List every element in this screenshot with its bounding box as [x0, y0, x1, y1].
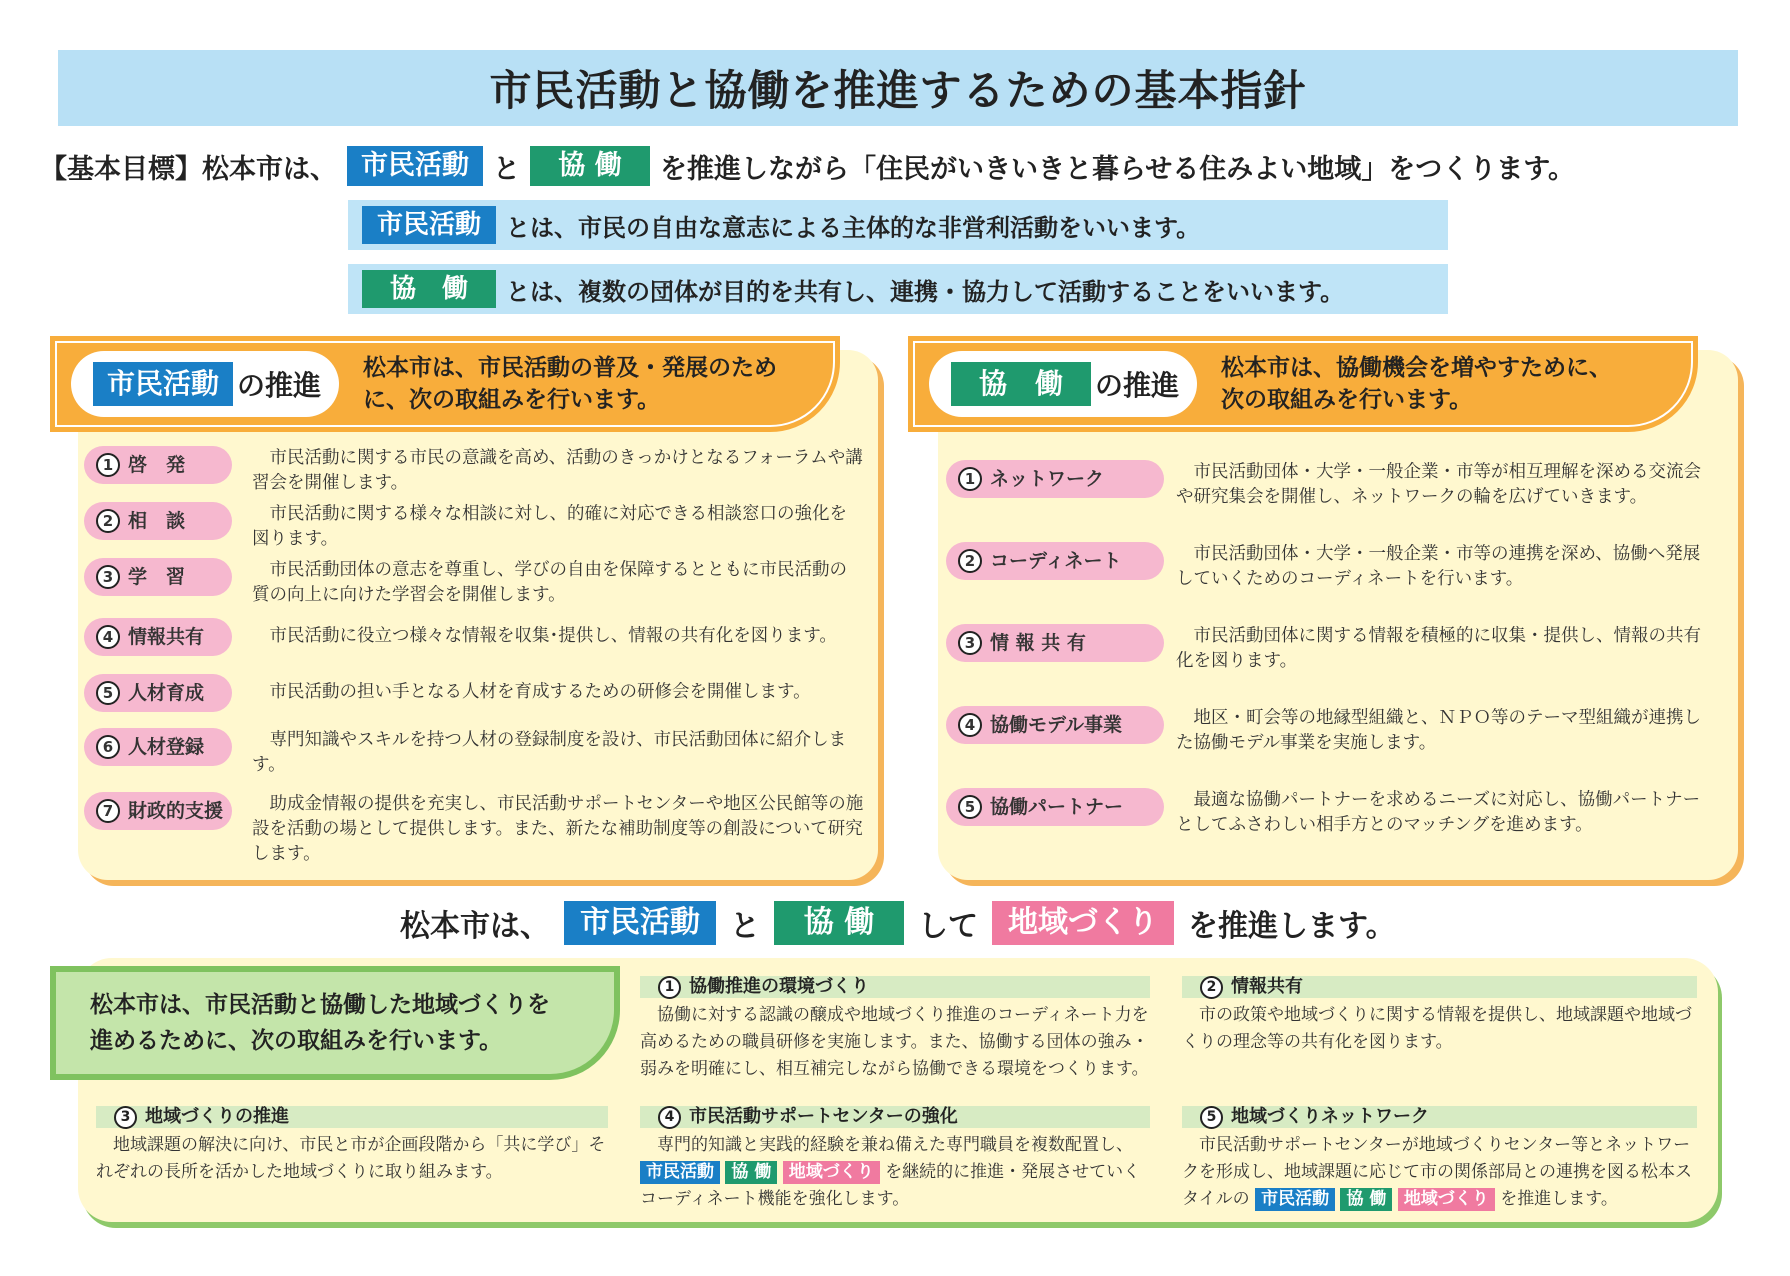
community-panel-header	[50, 966, 620, 1080]
title-banner	[58, 50, 1738, 126]
list-item: 3 学 習 市民活動団体の意志を尊重し、学びの自由を保障するとともに市民活動の質の向上に向けた学習会を開催します。	[84, 558, 864, 608]
basic-goal	[40, 142, 1760, 190]
statement-suffix: を推進します。	[1188, 909, 1396, 944]
inline-tag-community: 地域づくり	[783, 1161, 880, 1184]
heading-suffix: の推進	[1095, 369, 1180, 402]
list-item: 2 相 談 市民活動に関する様々な相談に対し、的確に対応できる相談窓口の強化を図ります。	[84, 502, 864, 552]
heading-suffix: の推進	[237, 369, 322, 402]
inline-tag-community: 地域づくり	[1398, 1188, 1495, 1211]
goal-tag-civic: 市民活動	[347, 146, 483, 186]
goal-suffix: を推進しながら「住民がいきいきと暮らせる住みよい地域」をつくります。	[660, 153, 1576, 185]
definition-tag: 市民活動	[362, 206, 496, 244]
community-section-4: 4 市民活動サポートセンターの強化 専門的知識と実践的経験を兼ね備えた専門職員を複数配置し、 市民活動 協 働 地域づくり を継続的に推進・発展させていくコーディネート機能を強化します。	[640, 1106, 1150, 1213]
community-panel-intro: 松本市は、市民活動と協働した地域づくりを進めるために、次の取組みを行います。	[90, 992, 550, 1054]
statement-tag-civic: 市民活動	[564, 901, 716, 945]
community-section-2: 2 情報共有 市の政策や地域づくりに関する情報を提供し、地域課題や地域づくりの理念等の共有化を図ります。	[1182, 976, 1697, 1056]
list-item: 5 人材育成 市民活動の担い手となる人材を育成するための研修会を開催します。	[84, 674, 864, 712]
community-section-5: 5 地域づくりネットワーク 市民活動サポートセンターが地域づくりセンター等とネットワークを形成し、地域課題に応じて市の関係部局との連携を図る松本スタイルの 市民活動 協 働 地域づくり を推進します。	[1182, 1106, 1697, 1213]
list-item: 3 情 報 共 有 市民活動団体に関する情報を積極的に収集・提供し、情報の共有化を図ります。	[946, 624, 1726, 674]
statement-mid: して	[918, 909, 978, 944]
civic-panel-header	[50, 336, 840, 432]
goal-prefix: 【基本目標】松本市は、	[40, 153, 337, 185]
definition-text: とは、複数の団体が目的を共有し、連携・協力して活動することをいいます。	[506, 277, 1345, 306]
definition-civic	[348, 200, 1448, 250]
civic-panel-intro: 松本市は、市民活動の普及・発展のために、次の取組みを行います。	[363, 355, 778, 413]
list-item: 5 協働パートナー 最適な協働パートナーを求めるニーズに対応し、協働パートナーとしてふさわしい相手方とのマッチングを進めます。	[946, 788, 1726, 838]
statement-and: と	[730, 909, 760, 944]
heading-tag: 市民活動	[93, 362, 233, 406]
definition-collab	[348, 264, 1448, 314]
community-section-3: 3 地域づくりの推進 地域課題の解決に向け、市民と市が企画段階から「共に学び」それぞれの長所を活かした地域づくりに取り組みます。	[96, 1106, 608, 1186]
inline-tag-collab: 協 働	[725, 1161, 777, 1184]
list-item: 6 人材登録 専門知識やスキルを持つ人材の登録制度を設け、市民活動団体に紹介します。	[84, 728, 864, 778]
inline-tag-civic: 市民活動	[640, 1161, 720, 1184]
page-title: 市民活動と協働を推進するための基本指針	[489, 66, 1307, 115]
statement-tag-collab: 協 働	[774, 901, 904, 945]
goal-and: と	[493, 153, 520, 185]
collab-panel-intro: 松本市は、協働機会を増やすために、次の取組みを行います。	[1221, 355, 1613, 413]
statement-tag-community: 地域づくり	[992, 901, 1174, 945]
list-item: 1 啓 発 市民活動に関する市民の意識を高め、活動のきっかけとなるフォーラムや講習会を開催します。	[84, 446, 864, 496]
community-section-1: 1 協働推進の環境づくり 協働に対する認識の醸成や地域づくり推進のコーディネート力を高めるための職員研修を実施します。また、協働する団体の強み・弱みを明確にし、相互補完しながら協働できる環境をつくります。	[640, 976, 1149, 1079]
inline-tag-collab: 協 働	[1340, 1188, 1392, 1211]
list-item: 7 財政的支援 助成金情報の提供を充実し、市民活動サポートセンターや地区公民館等の施設を活動の場として提供します。また、新たな補助制度等の創設について研究します。	[84, 792, 864, 867]
statement-prefix: 松本市は、	[400, 909, 550, 944]
collab-panel-header	[908, 336, 1698, 432]
list-item: 1 ネットワーク 市民活動団体・大学・一般企業・市等が相互理解を深める交流会や研究集会を開催し、ネットワークの輪を広げていきます。	[946, 460, 1726, 510]
list-item: 2 コーディネート 市民活動団体・大学・一般企業・市等の連携を深め、協働へ発展していくためのコーディネートを行います。	[946, 542, 1726, 592]
collab-panel-heading	[929, 351, 1197, 417]
inline-tag-civic: 市民活動	[1255, 1188, 1335, 1211]
definition-tag: 協 働	[362, 270, 496, 308]
goal-tag-collab: 協 働	[530, 146, 650, 186]
heading-tag: 協 働	[951, 362, 1091, 406]
summary-statement	[400, 898, 1396, 948]
definition-text: とは、市民の自由な意志による主体的な非営利活動をいいます。	[506, 213, 1201, 242]
list-item: 4 情報共有 市民活動に役立つ様々な情報を収集･提供し、情報の共有化を図ります。	[84, 618, 864, 656]
list-item: 4 協働モデル事業 地区・町会等の地縁型組織と、ＮＰＯ等のテーマ型組織が連携した協働モデル事業を実施します。	[946, 706, 1726, 756]
civic-panel-heading	[71, 351, 339, 417]
